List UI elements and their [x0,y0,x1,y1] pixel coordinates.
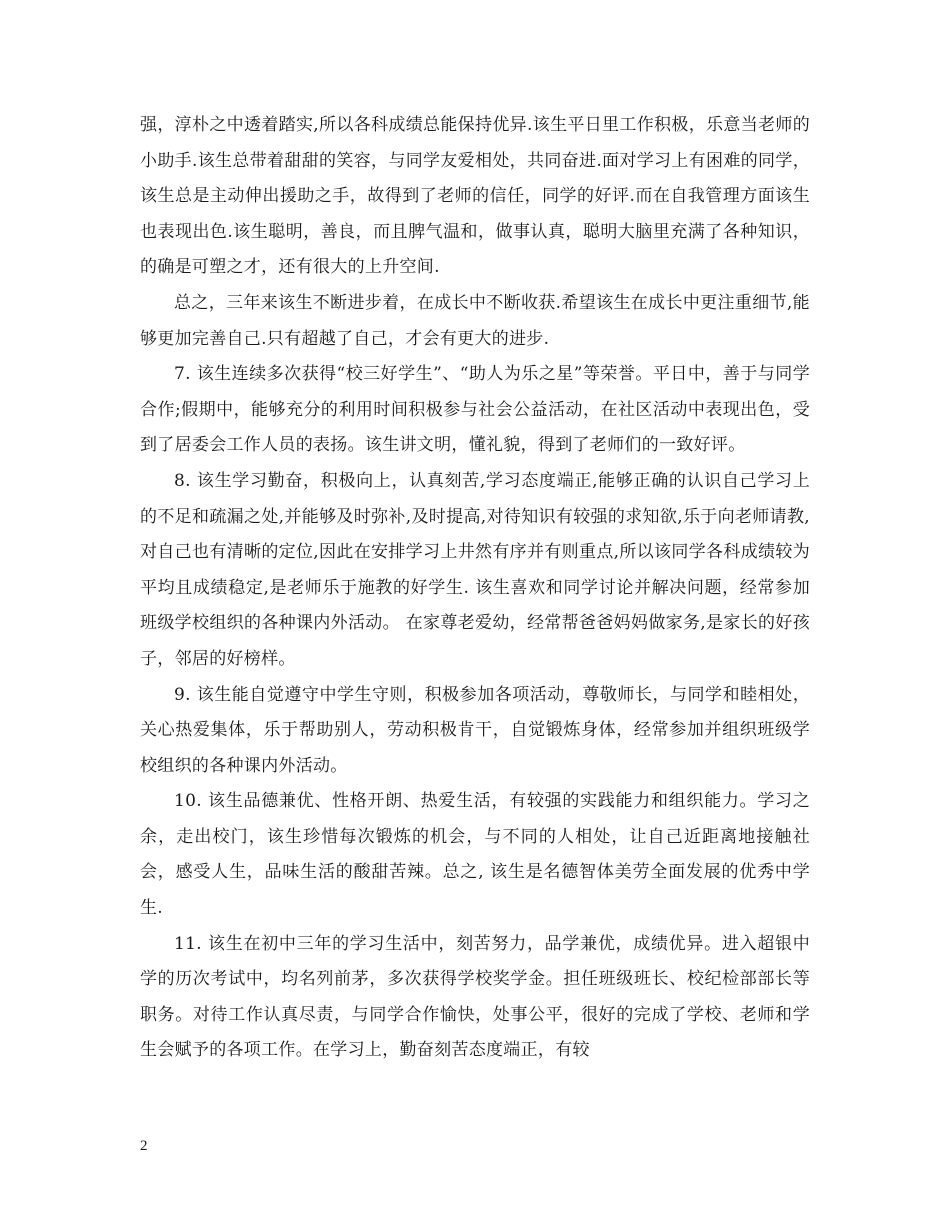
page-number: 2 [140,1138,148,1154]
paragraph-item-10: 10. 该生品德兼优、性格开朗、热爱生活，有较强的实践能力和组织能力。学习之余，走出校门，该生珍惜每次锻炼的机会，与不同的人相处，让自己近距离地接触社会，感受人生，品味生活的酸甜苦辣。总之, 该生是名德智体美劳全面发展的优秀中学生. [140,791,810,919]
paragraph-summary: 总之，三年来该生不断进步着，在成长中不断收获.希望该生在成长中更注重细节,能够更加完善自己.只有超越了自己，才会有更大的进步. [140,292,810,349]
paragraph-item-7: 7. 该生连续多次获得“校三好学生”、“助人为乐之星”等荣誉。平日中，善于与同学合作;假期中，能够充分的利用时间积极参与社会公益活动，在社区活动中表现出色，受到了居委会工作人员的表扬。该生讲文明，懂礼貌，得到了老师们的一致好评。 [140,364,810,456]
paragraph-item-11: 11. 该生在初中三年的学习生活中，刻苦努力，品学兼优，成绩优异。进入超银中学的历次考试中，均名列前茅，多次获得学校奖学金。担任班级班长、校纪检部部长等职务。对待工作认真尽责，与同学合作愉快，处事公平，很好的完成了学校、老师和学生会赋予的各项工作。在学习上，勤奋刻苦态度端正，有较 [140,933,810,1061]
paragraph-item-9: 9. 该生能自觉遵守中学生守则，积极参加各项活动，尊敬师长，与同学和睦相处，关心热爱集体，乐于帮助别人，劳动积极肯干，自觉锻炼身体，经常参加并组织班级学校组织的各种课内外活动。 [140,684,810,776]
paragraph-item-8: 8. 该生学习勤奋，积极向上，认真刻苦,学习态度端正,能够正确的认识自己学习上的不足和疏漏之处,并能够及时弥补,及时提高,对待知识有较强的求知欲,乐于向老师请教,对自己也有清晰的定位,因此在安排学习上井然有序并有则重点,所以该同学各科成绩较为平均且成绩稳定,是老师乐于施教的好学生. 该生喜欢和同学讨论并解决问题，经常参加班级学校组织的各种课内外活动。 在家尊老爱幼，经常帮爸爸妈妈做家务,是家长的好孩子，邻居的好榜样。 [140,470,810,669]
document-body [140,108,810,1069]
paragraph-continued: 强，淳朴之中透着踏实,所以各科成绩总能保持优异.该生平日里工作积极，乐意当老师的小助手.该生总带着甜甜的笑容，与同学友爱相处，共同奋进.面对学习上有困难的同学，该生总是主动伸出援助之手，故得到了老师的信任，同学的好评.而在自我管理方面该生也表现出色.该生聪明，善良，而且脾气温和，做事认真，聪明大脑里充满了各种知识，的确是可塑之才，还有很大的上升空间. [140,115,810,278]
